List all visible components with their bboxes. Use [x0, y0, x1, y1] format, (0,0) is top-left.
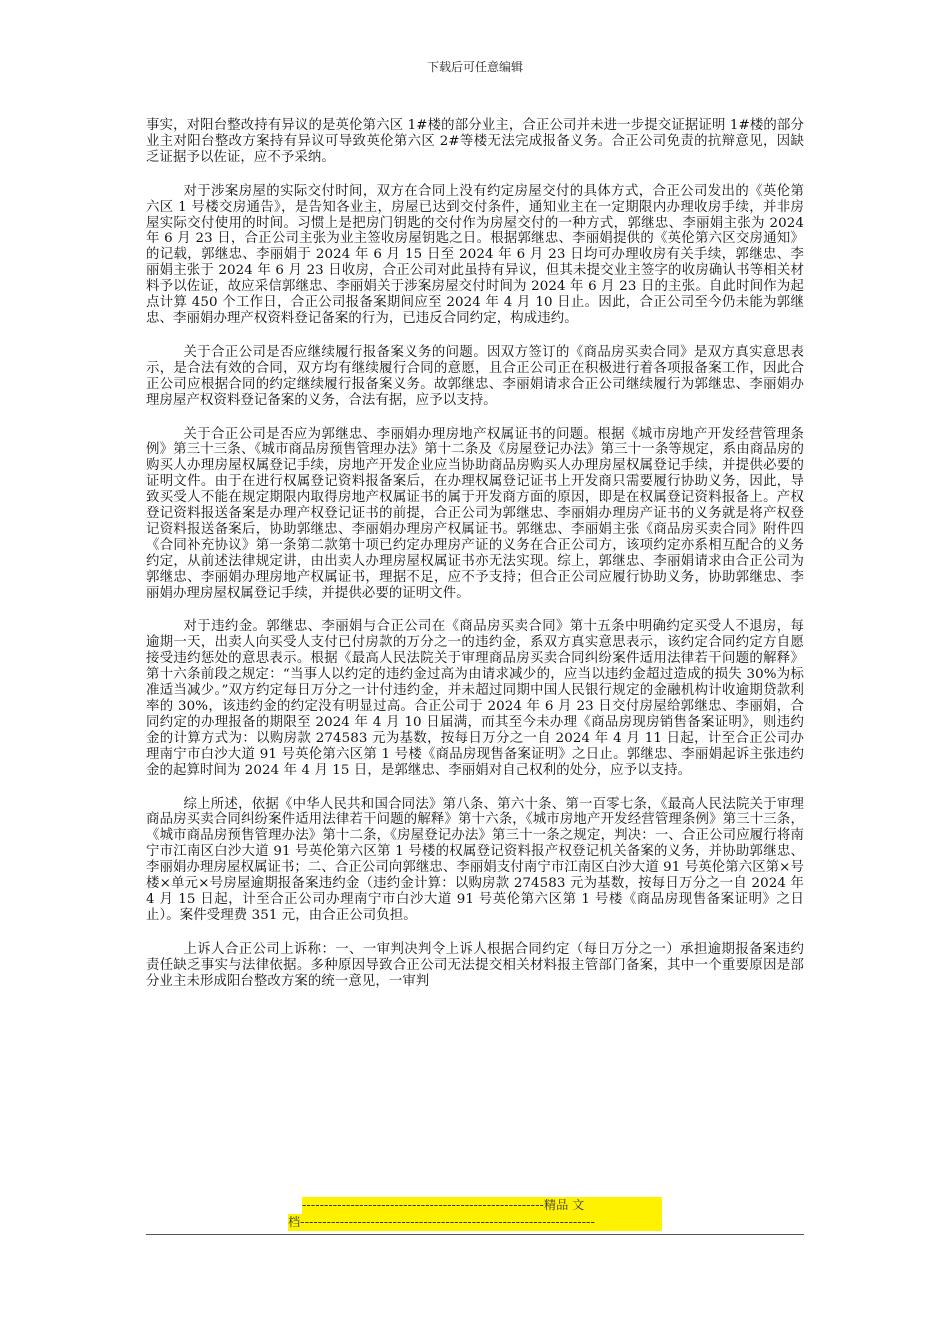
document-body — [146, 118, 804, 990]
footer-watermark — [288, 1197, 662, 1231]
paragraph: 关于合正公司是否应为郭继忠、李丽娟办理房地产权属证书的问题。根据《城市房地产开发经营管理条例》第三十三条、《城市商品房预售管理办法》第十二条及《房屋登记办法》第三十一条等规定，系由商品房的购买人办理房屋权属登记手续，房地产开发企业应当协助商品房购买人办理房屋权属登记手续，并提供必要的证明文件。由于在进行权属登记资料报备案后，在办理权属登记证书上开发商只需要履行协助义务，因此，导致买受人不能在规定期限内取得房地产权属证书的属于开发商方面的原因，即是在权属登记资料报备上。产权登记资料报送备案是办理产权登记证书的前提，合正公司为郭继忠、李丽娟办理房产证书的义务就是将产权登记资料报送备案后，协助郭继忠、李丽娟办理房产权属证书。郭继忠、李丽娟主张《商品房买卖合同》附件四《合同补充协议》第一条第二款第十项已约定办理房产证的义务在合正公司方，该项约定亦系相互配合的义务约定，从前述法律规定讲，由出卖人办理房屋权属证书亦无法实现。综上，郭继忠、李丽娟请求由合正公司为郭继忠、李丽娟办理房地产权属证书，理据不足，应不予支持；但合正公司应履行协助义务，协助郭继忠、李丽娟办理房屋权属登记手续，并提供必要的证明文件。 — [146, 426, 804, 601]
footer-line-2: 档------------------------------------------------------------------- — [288, 1214, 662, 1231]
footer-line-1: -------------------------------------------------------精品 文 — [302, 1197, 662, 1214]
paragraph: 对于涉案房屋的实际交付时间，双方在合同上没有约定房屋交付的具体方式，合正公司发出的《英伦第六区 1 号楼交房通告》，是告知各业主，房屋已达到交付条件，通知业主在一定期限内办理收房手续，并非房屋实际交付使用的时间。习惯上是把房门钥匙的交付作为房屋交付的一种方式，郭继忠、李丽娟主张为 2024 年 6 月 23 日，合正公司主张为业主签收房屋钥匙之日。根据郭继忠、李丽娟提供的《英伦第六区交房通知》的记载，郭继忠、李丽娟于 2024 年 6 月 15 日至 2024 年 6 月 23 日均可办理收房有关手续，郭继忠、李丽娟主张于 2024 年 6 月 23 日收房，合正公司对此虽持有异议，但其未提交业主签字的收房确认书等相关材料予以佐证，故应采信郭继忠、李丽娟关于涉案房屋交付时间为 2024 年 6 月 23 日的主张。自此时间作为起点计算 450 个工作日，合正公司报备案期间应至 2024 年 4 月 10 日止。因此，合正公司至今仍未能为郭继忠、李丽娟办理产权资料登记备案的行为，已违反合同约定，构成违约。 — [146, 183, 804, 326]
paragraph: 综上所述，依据《中华人民共和国合同法》第八条、第六十条、第一百零七条，《最高人民法院关于审理商品房买卖合同纠纷案件适用法律若干问题的解释》第十六条，《城市房地产开发经营管理条例》第三十三条，《城市商品房预售管理办法》第十二条，《房屋登记办法》第三十一条之规定，判决：一、合正公司应履行将南宁市江南区白沙大道 91 号英伦第六区第 1 号楼的权属登记资料报产权登记机关备案的义务，并协助郭继忠、李丽娟办理房屋权属证书；二、合正公司向郭继忠、李丽娟支付南宁市江南区白沙大道 91 号英伦第六区第×号楼×单元×号房屋逾期报备案违约金（违约金计算：以购房款 274583 元为基数，按每日万分之一自 2024 年 4 月 15 日起，计至合正公司办理南宁市白沙大道 91 号英伦第六区第 1 号楼《商品房现售备案证明》之日止）。案件受理费 351 元，由合正公司负担。 — [146, 796, 804, 923]
paragraph: 关于合正公司是否应继续履行报备案义务的问题。因双方签订的《商品房买卖合同》是双方真实意思表示，是合法有效的合同，双方均有继续履行合同的意愿，且合正公司正在积极进行着各项报备案工作，因此合正公司应根据合同的约定继续履行报备案义务。故郭继忠、李丽娟请求合正公司继续履行为郭继忠、李丽娟办理房屋产权资料登记备案的义务，合法有据，应予以支持。 — [146, 344, 804, 408]
paragraph: 上诉人合正公司上诉称：一、一审判决判令上诉人根据合同约定（每日万分之一）承担逾期报备案违约责任缺乏事实与法律依据。多种原因导致合正公司无法提交相关材料报主管部门备案，其中一个重要原因是部分业主未形成阳台整改方案的统一意见，一审判 — [146, 941, 804, 989]
footer-divider — [146, 1234, 804, 1235]
paragraph: 事实，对阳台整改持有异议的是英伦第六区 1#楼的部分业主，合正公司并未进一步提交证据证明 1#楼的部分业主对阳台整改方案持有异议可导致英伦第六区 2#等楼无法完成报备义务。合正公司免责的抗辩意见，因缺乏证据予以佐证，应不予采纳。 — [146, 118, 804, 165]
header-note: 下载后可任意编辑 — [426, 60, 523, 74]
paragraph: 对于违约金。郭继忠、李丽娟与合正公司在《商品房买卖合同》第十五条中明确约定买受人不退房，每逾期一天，出卖人向买受人支付已付房款的万分之一的违约金，系双方真实意思表示，该约定合同约定方自愿接受违约惩处的意思表示。根据《最高人民法院关于审理商品房买卖合同纠纷案件适用法律若干问题的解释》第十六条前段之规定：“当事人以约定的违约金过高为由请求减少的，应当以违约金超过造成的损失 30%为标准适当减少。”双方约定每日万分之一计付违约金，并未超过同期中国人民银行规定的金融机构计收逾期贷款利率的 30%，该违约金的约定没有明显过高。合正公司于 2024 年 6 月 23 日交付房屋给郭继忠、李丽娟，合同约定的办理报备的期限至 2024 年 4 月 10 日届满，而其至今未办理《商品房现房销售备案证明》，则违约金的计算方式为：以购房款 274583 元为基数，按每日万分之一自 2024 年 4 月 11 日起，计至合正公司办理南宁市白沙大道 91 号英伦第六区第 1 号楼《商品房现售备案证明》之日止。郭继忠、李丽娟起诉主张违约金的起算时间为 2024 年 4 月 15 日，是郭继忠、李丽娟对自己权利的处分，应予以支持。 — [146, 619, 804, 778]
